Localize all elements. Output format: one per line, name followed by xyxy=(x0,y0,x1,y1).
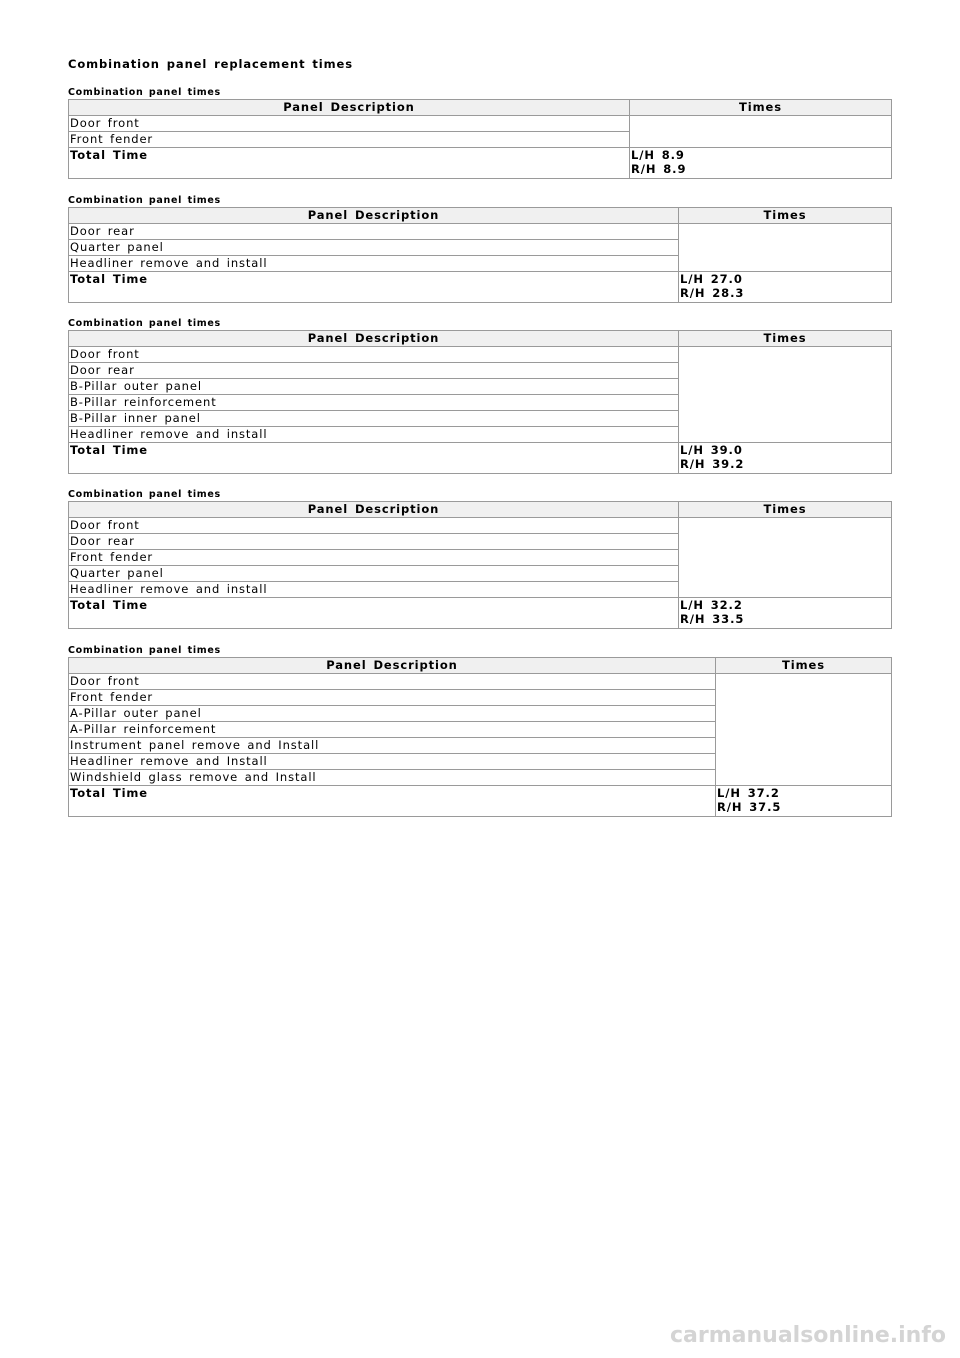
combination-panel-table xyxy=(68,99,892,179)
times-cell xyxy=(716,674,892,786)
header-times: Times xyxy=(679,502,892,518)
total-time-value xyxy=(716,786,892,817)
combination-panel-section-4 xyxy=(68,488,892,629)
panel-description-cell: Door front xyxy=(69,116,630,132)
total-label: Total Time xyxy=(69,598,679,629)
header-panel-description: Panel Description xyxy=(69,208,679,224)
total-label: Total Time xyxy=(69,443,679,474)
table-header-row xyxy=(69,208,892,224)
total-rh: R/H 37.5 xyxy=(717,800,782,814)
total-row xyxy=(69,598,892,629)
total-time-value xyxy=(679,598,892,629)
panel-description-cell: Door front xyxy=(69,518,679,534)
panel-description-cell: Door rear xyxy=(69,363,679,379)
total-time-value xyxy=(679,272,892,303)
combination-panel-section-5 xyxy=(68,644,892,817)
panel-description-cell: Front fender xyxy=(69,690,716,706)
total-row xyxy=(69,443,892,474)
header-times: Times xyxy=(630,100,892,116)
table-row xyxy=(69,518,892,534)
table-header-row xyxy=(69,658,892,674)
panel-description-cell: Door front xyxy=(69,674,716,690)
panel-description-cell: A-Pillar outer panel xyxy=(69,706,716,722)
total-time-value xyxy=(679,443,892,474)
table-row xyxy=(69,347,892,363)
total-row xyxy=(69,272,892,303)
total-lh: L/H 8.9 xyxy=(631,148,685,162)
header-times: Times xyxy=(716,658,892,674)
panel-description-cell: Door front xyxy=(69,347,679,363)
times-cell xyxy=(679,518,892,598)
panel-description-cell: Instrument panel remove and Install xyxy=(69,738,716,754)
total-rh: R/H 33.5 xyxy=(680,612,745,626)
total-row xyxy=(69,148,892,179)
page-title: Combination panel replacement times xyxy=(68,57,353,71)
total-rh: R/H 28.3 xyxy=(680,286,745,300)
watermark-text: carmanualsonline.info xyxy=(670,1323,946,1348)
header-panel-description: Panel Description xyxy=(69,658,716,674)
total-lh: L/H 39.0 xyxy=(680,443,743,457)
panel-description-cell: Door rear xyxy=(69,224,679,240)
panel-description-cell: Front fender xyxy=(69,550,679,566)
table-row xyxy=(69,224,892,240)
table-header-row xyxy=(69,502,892,518)
table-header-row xyxy=(69,100,892,116)
header-panel-description: Panel Description xyxy=(69,100,630,116)
total-lh: L/H 27.0 xyxy=(680,272,743,286)
times-cell xyxy=(679,224,892,272)
panel-description-cell: B-Pillar inner panel xyxy=(69,411,679,427)
total-lh: L/H 32.2 xyxy=(680,598,743,612)
header-panel-description: Panel Description xyxy=(69,331,679,347)
table-row xyxy=(69,674,892,690)
combination-panel-section-3 xyxy=(68,317,892,474)
panel-description-cell: B-Pillar reinforcement xyxy=(69,395,679,411)
total-rh: R/H 8.9 xyxy=(631,162,687,176)
panel-description-cell: Door rear xyxy=(69,534,679,550)
combination-panel-table xyxy=(68,501,892,629)
total-lh: L/H 37.2 xyxy=(717,786,780,800)
header-panel-description: Panel Description xyxy=(69,502,679,518)
panel-description-cell: Quarter panel xyxy=(69,566,679,582)
combination-panel-table xyxy=(68,207,892,303)
panel-description-cell: B-Pillar outer panel xyxy=(69,379,679,395)
table-caption: Combination panel times xyxy=(68,489,221,500)
total-rh: R/H 39.2 xyxy=(680,457,745,471)
panel-description-cell: Windshield glass remove and Install xyxy=(69,770,716,786)
total-row xyxy=(69,786,892,817)
table-row xyxy=(69,116,892,132)
table-caption: Combination panel times xyxy=(68,195,221,206)
panel-description-cell: Headliner remove and install xyxy=(69,427,679,443)
table-caption: Combination panel times xyxy=(68,87,221,98)
combination-panel-section-2 xyxy=(68,194,892,303)
panel-description-cell: Front fender xyxy=(69,132,630,148)
total-label: Total Time xyxy=(69,272,679,303)
panel-description-cell: Quarter panel xyxy=(69,240,679,256)
table-header-row xyxy=(69,331,892,347)
times-cell xyxy=(630,116,892,148)
table-caption: Combination panel times xyxy=(68,318,221,329)
times-cell xyxy=(679,347,892,443)
header-times: Times xyxy=(679,208,892,224)
total-label: Total Time xyxy=(69,148,630,179)
combination-panel-section-1 xyxy=(68,86,892,179)
total-label: Total Time xyxy=(69,786,716,817)
combination-panel-table xyxy=(68,657,892,817)
panel-description-cell: Headliner remove and Install xyxy=(69,754,716,770)
total-time-value xyxy=(630,148,892,179)
combination-panel-table xyxy=(68,330,892,474)
panel-description-cell: Headliner remove and install xyxy=(69,256,679,272)
table-caption: Combination panel times xyxy=(68,645,221,656)
panel-description-cell: Headliner remove and install xyxy=(69,582,679,598)
header-times: Times xyxy=(679,331,892,347)
panel-description-cell: A-Pillar reinforcement xyxy=(69,722,716,738)
